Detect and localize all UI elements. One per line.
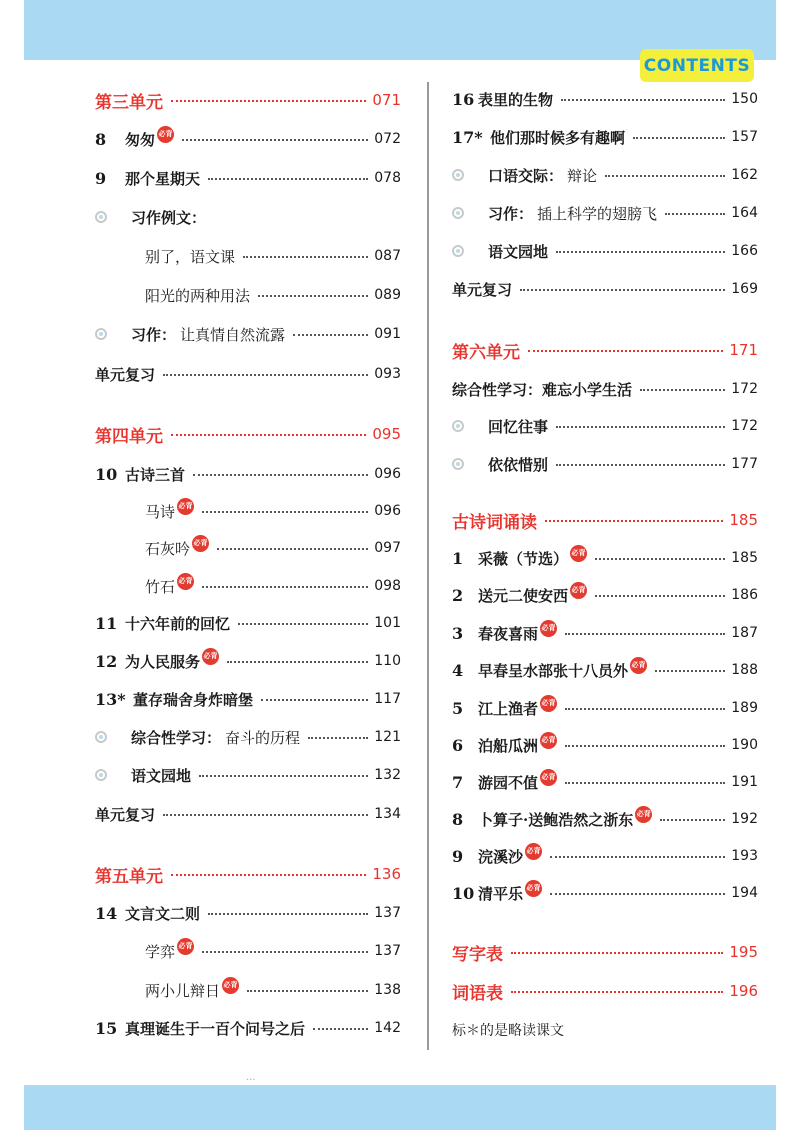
circle-bullet-icon <box>95 769 107 781</box>
dot-leader <box>171 100 366 102</box>
entry-title: 综合性学习：难忘小学生活 <box>452 380 633 399</box>
page-number: 096 <box>374 503 401 519</box>
page-number: 091 <box>374 326 401 342</box>
entry-title: 石灰吟 <box>145 539 191 558</box>
circle-bullet-icon <box>452 420 464 432</box>
page-number: 071 <box>372 91 401 109</box>
page-number: 162 <box>731 167 758 183</box>
page-number: 195 <box>729 943 758 961</box>
page-number: 172 <box>731 418 758 434</box>
toc-entry[interactable] <box>452 977 758 1005</box>
entry-title: 习作： <box>488 204 534 223</box>
lesson-number: 16 <box>452 89 475 109</box>
page-number: 191 <box>731 774 758 790</box>
contents-badge: CONTENTS <box>640 49 754 82</box>
toc-entry[interactable] <box>95 860 401 888</box>
must-recite-badge: 必背 <box>157 126 174 143</box>
toc-entry[interactable] <box>95 685 401 713</box>
page-number: 136 <box>372 865 401 883</box>
dot-leader <box>595 558 725 560</box>
page-number: 157 <box>731 129 758 145</box>
must-recite-badge: 必背 <box>192 535 209 552</box>
page-number: 142 <box>374 1020 401 1036</box>
must-recite-badge: 必背 <box>570 545 587 562</box>
toc-entry[interactable] <box>95 761 401 789</box>
entry-title: 语文园地 <box>131 766 192 785</box>
dot-leader <box>565 708 725 710</box>
toc-entry[interactable] <box>452 375 758 403</box>
toc-entry[interactable] <box>95 534 401 562</box>
toc-entry[interactable] <box>95 86 401 114</box>
dot-leader <box>561 99 725 101</box>
must-recite-badge: 必背 <box>525 880 542 897</box>
page-number: 189 <box>731 700 758 716</box>
dot-leader <box>202 586 368 588</box>
dot-leader <box>261 699 368 701</box>
toc-entry[interactable] <box>95 800 401 828</box>
toc-entry[interactable] <box>452 123 758 151</box>
must-recite-badge: 必背 <box>570 582 587 599</box>
entry-title: 为人民服务 <box>125 652 201 671</box>
lesson-number: 11 <box>95 613 118 633</box>
entry-title: 采薇（节选） <box>478 549 569 568</box>
dot-leader <box>545 520 723 522</box>
must-recite-badge: 必背 <box>177 498 194 515</box>
lesson-number: 9 <box>95 168 107 188</box>
lesson-number: 8 <box>452 809 464 829</box>
toc-entry[interactable] <box>452 275 758 303</box>
entry-title: 综合性学习： <box>131 728 222 747</box>
must-recite-badge: 必背 <box>202 648 219 665</box>
dot-leader <box>199 775 368 777</box>
must-recite-badge: 必背 <box>540 732 557 749</box>
lesson-number: 13* <box>95 689 126 709</box>
page-number: 185 <box>729 511 758 529</box>
page-number: 096 <box>374 466 401 482</box>
page-number: 166 <box>731 243 758 259</box>
toc-entry[interactable] <box>95 203 401 231</box>
dot-leader <box>217 548 368 550</box>
page-number: 190 <box>731 737 758 753</box>
dot-leader <box>565 782 725 784</box>
dot-leader <box>556 251 725 253</box>
entry-title: 语文园地 <box>488 242 549 261</box>
page-number: 093 <box>374 366 401 382</box>
entry-title: 春夜喜雨 <box>478 624 539 643</box>
toc-entry[interactable] <box>452 412 758 440</box>
toc-entry[interactable] <box>452 336 758 364</box>
page-number: 097 <box>374 540 401 556</box>
dot-leader <box>227 661 368 663</box>
lesson-number: 1 <box>452 548 464 568</box>
page-number: 193 <box>731 848 758 864</box>
toc-entry[interactable] <box>95 647 401 675</box>
lesson-number: 4 <box>452 660 464 680</box>
page-number: 169 <box>731 281 758 297</box>
toc-entry[interactable] <box>452 506 758 534</box>
entry-title: 习作： <box>131 325 177 344</box>
dot-leader <box>520 289 725 291</box>
page-number: 089 <box>374 287 401 303</box>
entry-title: 浣溪沙 <box>478 847 524 866</box>
toc-entry[interactable] <box>95 125 401 153</box>
bottom-color-band <box>24 1085 776 1130</box>
toc-entry[interactable] <box>452 805 758 833</box>
dot-leader <box>202 511 368 513</box>
entry-title: 第三单元 <box>95 92 163 113</box>
page-number: 172 <box>731 381 758 397</box>
toc-entry[interactable] <box>95 976 401 1004</box>
dot-leader <box>308 737 368 739</box>
dot-leader <box>208 178 368 180</box>
dot-leader <box>633 137 725 139</box>
page-number: 138 <box>374 982 401 998</box>
page-number: 132 <box>374 767 401 783</box>
page-number: 188 <box>731 662 758 678</box>
lesson-number: 15 <box>95 1018 118 1038</box>
dot-leader <box>258 295 368 297</box>
dot-leader <box>556 426 725 428</box>
circle-bullet-icon <box>95 211 107 223</box>
entry-title: 江上渔者 <box>478 699 539 718</box>
dot-leader <box>556 464 725 466</box>
page-number: 137 <box>374 943 401 959</box>
lesson-number: 6 <box>452 735 464 755</box>
entry-title: 泊船瓜洲 <box>478 736 539 755</box>
must-recite-badge: 必背 <box>222 977 239 994</box>
entry-title: 送元二使安西 <box>478 586 569 605</box>
dot-leader <box>243 256 368 258</box>
toc-entry[interactable] <box>95 164 401 192</box>
circle-bullet-icon <box>452 458 464 470</box>
circle-bullet-icon <box>95 731 107 743</box>
page-number: 194 <box>731 885 758 901</box>
toc-entry[interactable] <box>95 420 401 448</box>
lesson-number: 14 <box>95 903 118 923</box>
lesson-number: 5 <box>452 698 464 718</box>
dot-leader <box>605 175 725 177</box>
entry-title: 学弈 <box>145 942 176 961</box>
dot-leader <box>182 139 368 141</box>
entry-title: 十六年前的回忆 <box>125 614 231 633</box>
entry-title: 回忆往事 <box>488 417 549 436</box>
toc-entry[interactable] <box>452 237 758 265</box>
entry-title: 口语交际： <box>488 166 564 185</box>
toc-entry[interactable] <box>95 723 401 751</box>
toc-entry[interactable] <box>452 581 758 609</box>
entry-title: 清平乐 <box>478 884 524 903</box>
entry-subtitle: 让真情自然流露 <box>180 325 286 344</box>
circle-bullet-icon <box>452 245 464 257</box>
entry-title: 单元复习 <box>95 805 156 824</box>
toc-entry[interactable] <box>95 281 401 309</box>
toc-entry[interactable] <box>95 460 401 488</box>
page-number: 110 <box>374 653 401 669</box>
toc-entry[interactable] <box>95 360 401 388</box>
dot-leader <box>171 874 366 876</box>
must-recite-badge: 必背 <box>177 938 194 955</box>
entry-title: 马诗 <box>145 502 176 521</box>
lesson-number: 3 <box>452 623 464 643</box>
entry-title: 表里的生物 <box>478 90 554 109</box>
must-recite-badge: 必背 <box>177 573 194 590</box>
toc-entry[interactable] <box>452 842 758 870</box>
toc-entry[interactable] <box>452 619 758 647</box>
entry-title: 两小儿辩日 <box>145 981 221 1000</box>
dot-leader <box>550 893 725 895</box>
toc-entry[interactable] <box>452 450 758 478</box>
circle-bullet-icon <box>452 169 464 181</box>
entry-title: 古诗三首 <box>125 465 186 484</box>
page-number: 177 <box>731 456 758 472</box>
dot-leader <box>595 595 725 597</box>
page-number: 137 <box>374 905 401 921</box>
entry-title: 他们那时候多有趣啊 <box>490 128 626 147</box>
column-divider <box>427 82 429 1050</box>
entry-title: 卜算子·送鲍浩然之浙东 <box>478 810 634 829</box>
entry-title: 古诗词诵读 <box>452 512 537 533</box>
entry-title: 早春呈水部张十八员外 <box>478 661 629 680</box>
entry-subtitle: 辩论 <box>567 166 598 185</box>
bottom-mark: ... <box>246 1072 256 1083</box>
entry-title: 单元复习 <box>452 280 513 299</box>
circle-bullet-icon <box>95 328 107 340</box>
must-recite-badge: 必背 <box>630 657 647 674</box>
dot-leader <box>247 990 368 992</box>
toc-entry[interactable] <box>452 85 758 113</box>
dot-leader <box>550 856 725 858</box>
entry-subtitle: 插上科学的翅膀飞 <box>537 204 658 223</box>
dot-leader <box>202 951 368 953</box>
toc-entry[interactable] <box>452 656 758 684</box>
page-number: 078 <box>374 170 401 186</box>
page-number: 117 <box>374 691 401 707</box>
page-number: 186 <box>731 587 758 603</box>
entry-title: 真理诞生于一百个问号之后 <box>125 1019 306 1038</box>
toc-entry[interactable] <box>452 694 758 722</box>
page-number: 087 <box>374 248 401 264</box>
entry-title: 单元复习 <box>95 365 156 384</box>
footnote: 标＊的是略读课文 <box>452 1023 564 1039</box>
entry-title: 那个星期天 <box>125 169 201 188</box>
dot-leader <box>565 633 725 635</box>
lesson-number: 9 <box>452 846 464 866</box>
lesson-number: 17* <box>452 127 483 147</box>
page-number: 101 <box>374 615 401 631</box>
must-recite-badge: 必背 <box>525 843 542 860</box>
toc-entry[interactable] <box>452 731 758 759</box>
dot-leader <box>655 670 725 672</box>
entry-title: 第六单元 <box>452 342 520 363</box>
page-number: 121 <box>374 729 401 745</box>
page-number: 185 <box>731 550 758 566</box>
toc-entry[interactable] <box>452 768 758 796</box>
entry-title: 竹石 <box>145 577 176 596</box>
toc-entry[interactable] <box>95 899 401 927</box>
lesson-number: 2 <box>452 585 464 605</box>
page-number: 171 <box>729 341 758 359</box>
toc-entry[interactable] <box>452 199 758 227</box>
toc-entry[interactable] <box>452 879 758 907</box>
entry-title: 游园不值 <box>478 773 539 792</box>
page-number: 095 <box>372 425 401 443</box>
must-recite-badge: 必背 <box>540 620 557 637</box>
dot-leader <box>163 374 368 376</box>
entry-title: 别了，语文课 <box>145 247 236 266</box>
toc-entry[interactable] <box>452 161 758 189</box>
toc-entry[interactable] <box>95 609 401 637</box>
page-number: 192 <box>731 811 758 827</box>
toc-entry[interactable] <box>95 1014 401 1042</box>
dot-leader <box>171 434 366 436</box>
dot-leader <box>313 1028 368 1030</box>
lesson-number: 7 <box>452 772 464 792</box>
toc-entry[interactable] <box>95 497 401 525</box>
entry-subtitle: 奋斗的历程 <box>225 728 301 747</box>
dot-leader <box>511 991 723 993</box>
dot-leader <box>511 952 723 954</box>
lesson-number: 8 <box>95 129 107 149</box>
dot-leader <box>208 913 368 915</box>
dot-leader <box>660 819 725 821</box>
toc-entry[interactable] <box>95 242 401 270</box>
toc-entry[interactable] <box>95 937 401 965</box>
entry-title: 词语表 <box>452 983 503 1004</box>
must-recite-badge: 必背 <box>540 769 557 786</box>
page-number: 187 <box>731 625 758 641</box>
circle-bullet-icon <box>452 207 464 219</box>
lesson-number: 10 <box>452 883 475 903</box>
entry-title: 依依惜别 <box>488 455 549 474</box>
dot-leader <box>293 334 368 336</box>
entry-title: 董存瑞舍身炸暗堡 <box>133 690 254 709</box>
page-number: 196 <box>729 982 758 1000</box>
entry-title: 阳光的两种用法 <box>145 286 251 305</box>
page-number: 098 <box>374 578 401 594</box>
toc-entry[interactable] <box>452 938 758 966</box>
dot-leader <box>640 389 725 391</box>
lesson-number: 12 <box>95 651 118 671</box>
dot-leader <box>665 213 725 215</box>
page-number: 072 <box>374 131 401 147</box>
entry-title: 习作例文： <box>131 208 207 227</box>
toc-entry[interactable] <box>452 544 758 572</box>
entry-title: 第四单元 <box>95 426 163 447</box>
page-number: 134 <box>374 806 401 822</box>
page-number: 150 <box>731 91 758 107</box>
toc-entry[interactable] <box>95 320 401 348</box>
entry-title: 第五单元 <box>95 866 163 887</box>
must-recite-badge: 必背 <box>635 806 652 823</box>
dot-leader <box>565 745 725 747</box>
page-number: 164 <box>731 205 758 221</box>
entry-title: 文言文二则 <box>125 904 201 923</box>
dot-leader <box>163 814 368 816</box>
must-recite-badge: 必背 <box>540 695 557 712</box>
dot-leader <box>193 474 368 476</box>
lesson-number: 10 <box>95 464 118 484</box>
entry-title: 匆匆 <box>125 130 156 149</box>
entry-title: 写字表 <box>452 944 503 965</box>
toc-entry[interactable] <box>95 572 401 600</box>
dot-leader <box>528 350 723 352</box>
dot-leader <box>238 623 368 625</box>
